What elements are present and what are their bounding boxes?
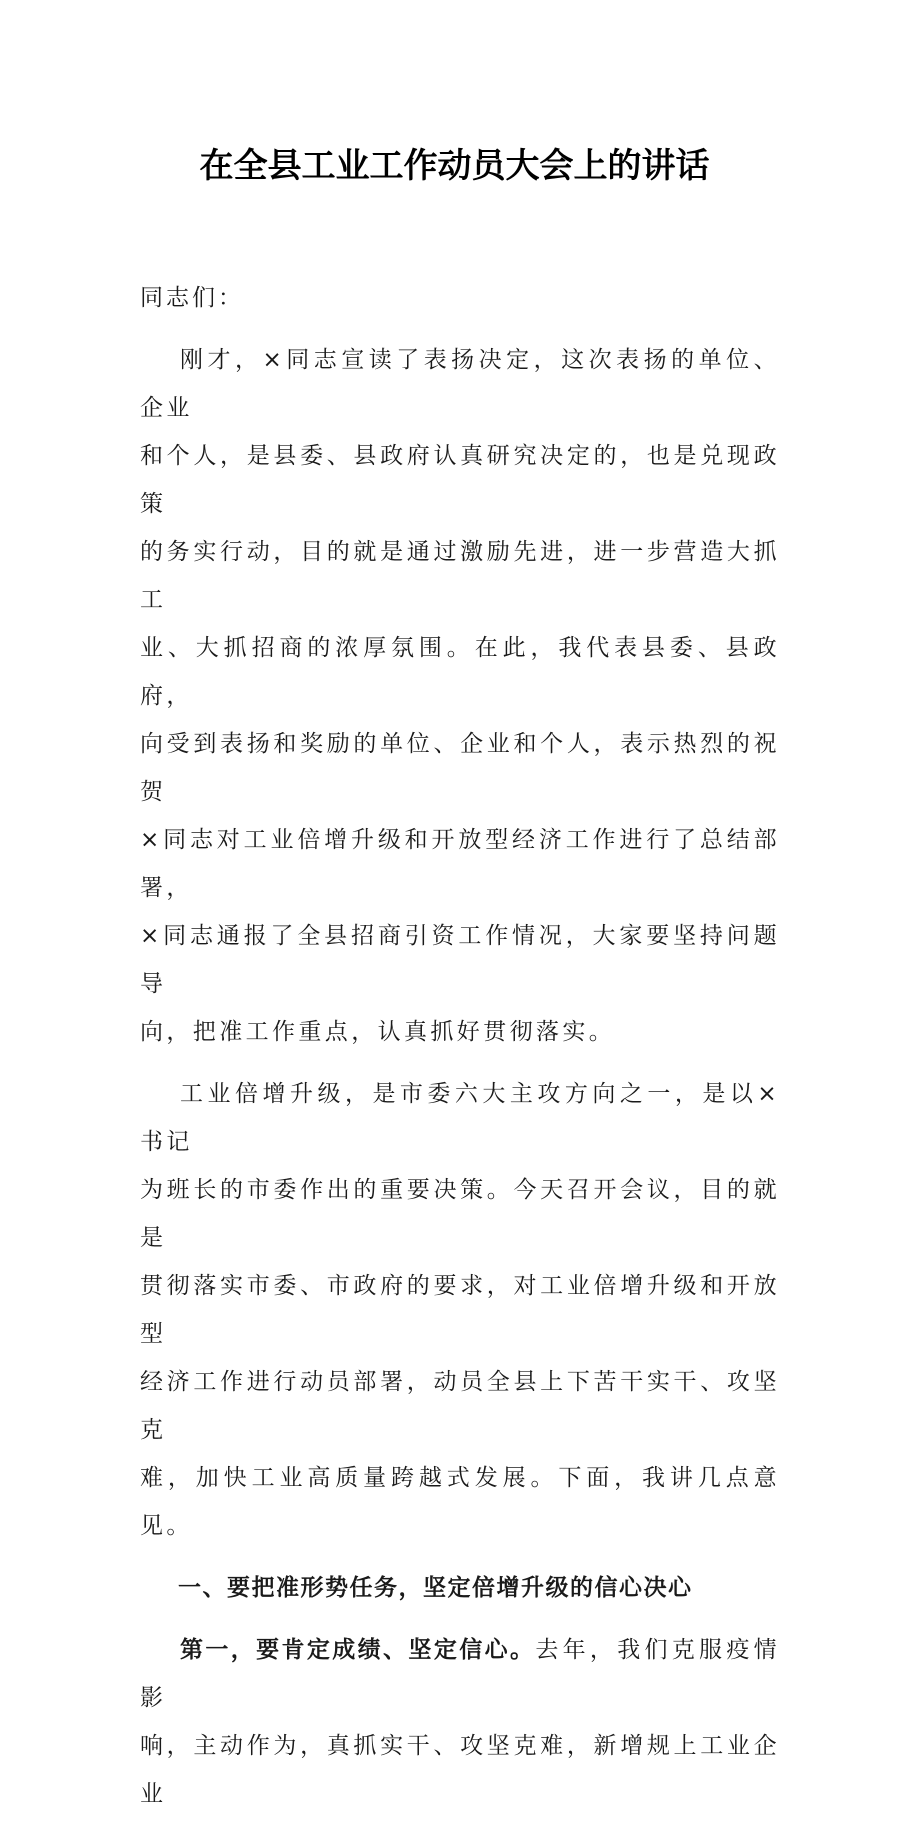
sub-point-paragraph (140, 1626, 780, 1818)
salutation: 同志们： (140, 285, 244, 311)
document-title: 在全县工业工作动员大会上的讲话 (199, 146, 710, 186)
document-body (140, 274, 780, 1832)
section-heading: 一、要把准形势任务，坚定倍增升级的信心决心 (178, 1575, 693, 1601)
sub-point-lead: 第一，要肯定成绩、坚定信心。 (180, 1637, 536, 1663)
paragraph-purpose: 工业倍增升级，是市委六大主攻方向之一，是以×书记 为班长的市委作出的重要决策。今天召开会议，目的就是 贯彻落实市委、市政府的要求，对工业倍增升级和开放型 经济工作进行动员部署，动员全县上下苦干实干、攻坚克 难，加快工业高质量跨越式发展。下面，我讲几点意见。 (140, 1081, 780, 1539)
sub-point-text: 去年，我们克服疫情影 响，主动作为，真抓实干、攻坚克难，新增规上工业企业 (140, 1637, 780, 1807)
paragraph-opening: 刚才，×同志宣读了表扬决定，这次表扬的单位、企业 和个人，是县委、县政府认真研究决定的，也是兑现政策 的务实行动，目的就是通过激励先进，进一步营造大抓工 业、大抓招商的浓厚氛围。在此，我代表县委、县政府， 向受到表扬和奖励的单位、企业和个人，表示热烈的祝贺 ×同志对工业倍增升级和开放型经济工作进行了总结部署， ×同志通报了全县招商引资工作情况，大家要坚持问题导 向，把准工作重点，认真抓好贯彻落实。 (140, 347, 780, 1045)
